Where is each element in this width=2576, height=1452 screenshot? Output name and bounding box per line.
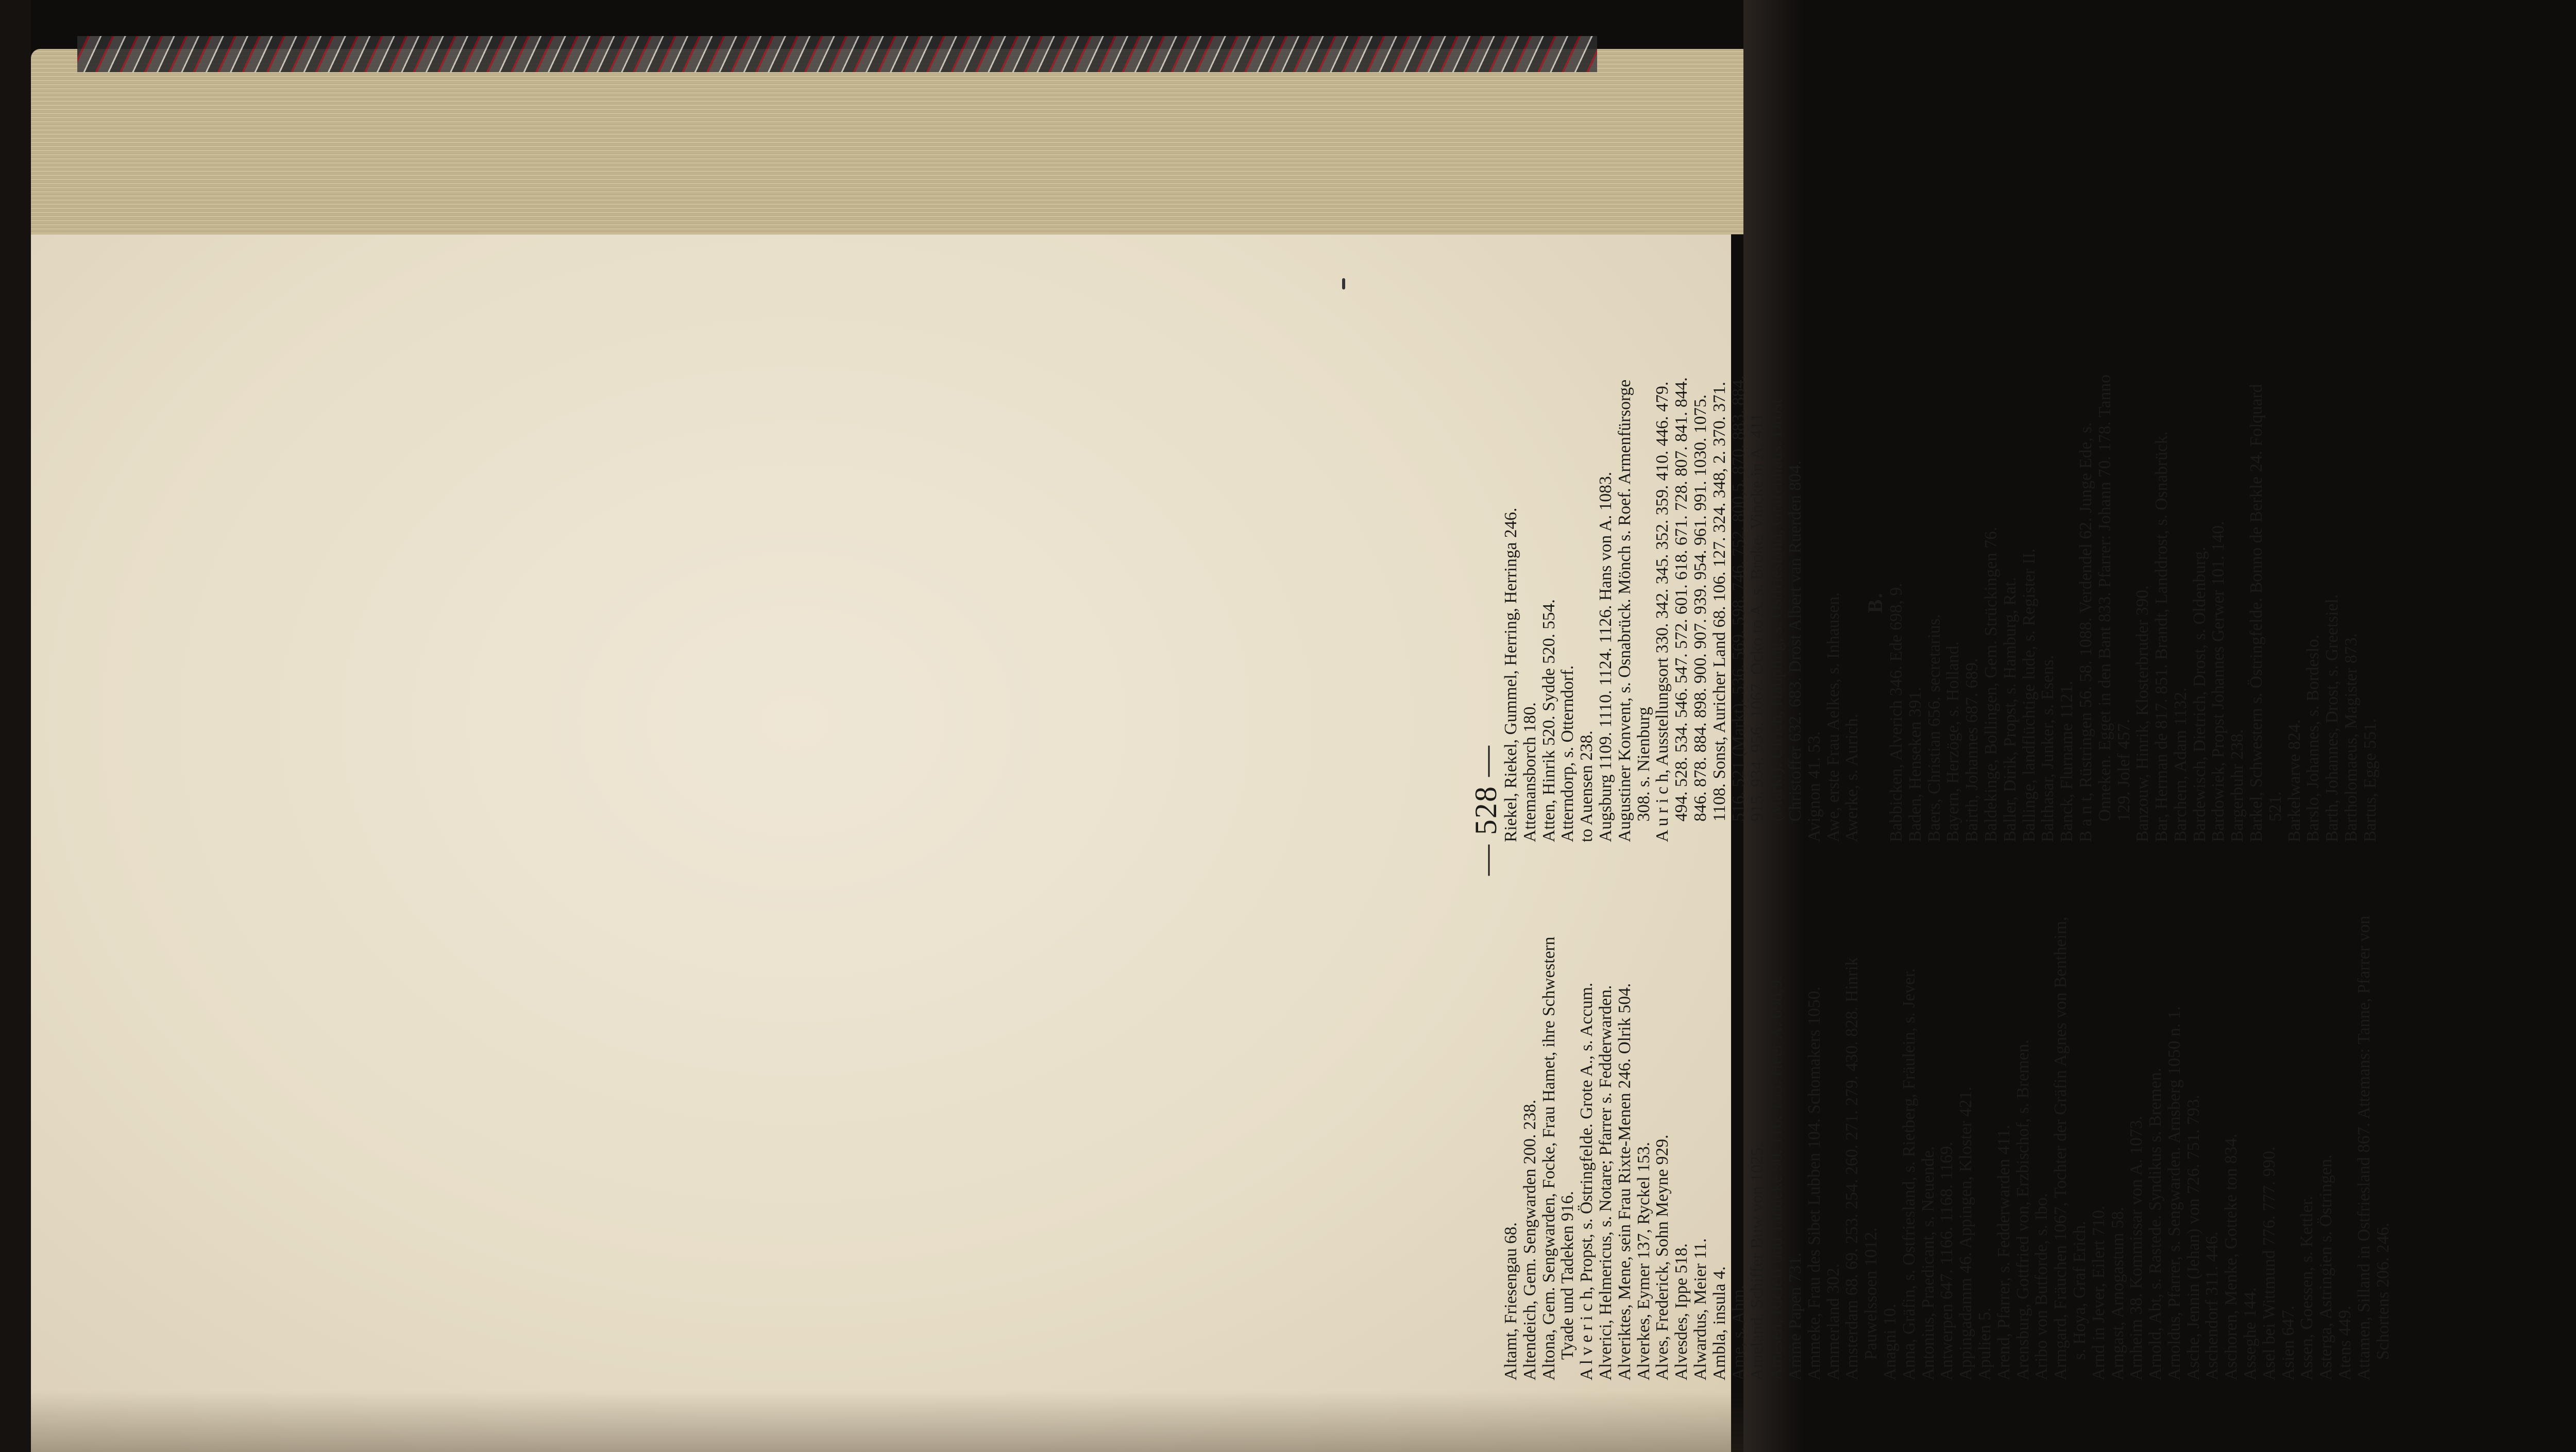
index-entry: Armgard, Fräuchen 1067, Tochter der Gräfin Agnes von Bentheim, s. Hoya, Graf Erich. xyxy=(2051,916,2089,1380)
index-entry: Altona, Gem. Sengwarden, Focke, Frau Hamet, ihre Schwestern Tyade und Tadeken 916. xyxy=(1539,936,1578,1380)
index-entry: Atens 449. xyxy=(2335,1305,2355,1380)
index-entry: Arnd in Jever, Eilert 710. xyxy=(2089,1205,2108,1380)
index-entries-a xyxy=(1502,363,1862,842)
index-entry: Bardewisch, Dietrich, Drost, s. Oldenburg. xyxy=(2190,546,2209,842)
index-entry: Aschendorf 311. 446. xyxy=(2202,1231,2222,1380)
rotated-text-block xyxy=(1469,350,2576,1380)
index-entry: Aribo von Butforde, s. Ibo. xyxy=(2032,1193,2052,1380)
index-entry: Riekel, Riekel, Gummel, Herring, Herringa 246. xyxy=(1501,507,1520,842)
index-entry: to Auensen 238. xyxy=(1577,730,1597,842)
index-entries-b xyxy=(1887,363,2380,842)
index-entry: Bayern, Herzöge, s. Holland. xyxy=(1943,641,1963,842)
index-entry: Arnoldus, Pfarrer, s. Sengwarden. Arnsberg 1050 n. 1. xyxy=(2164,1006,2184,1380)
index-entry: Awe, erste Frau Aelkes, s. Inhausen. xyxy=(1823,592,1843,842)
index-entry: Barkel, Schwestern s. Östringfelde. Bonno de Berkle 24. Folquard 521. xyxy=(2247,384,2285,842)
index-entry: Apulien 5. xyxy=(1975,1307,1994,1380)
index-entry: Anna, Gräfin, s. Ostfriesland, s. Rietberg, Fräulein, s. Jever. xyxy=(1899,968,1919,1380)
index-entry: Alveriktes, Mene, sein Frau Rixte-Menen 246. Olrik 504. xyxy=(1615,983,1634,1380)
index-entry: Asel bei Wittmund 776. 777. 990. xyxy=(2259,1147,2279,1380)
index-entry: Barkelwarve 824. xyxy=(2284,719,2304,842)
index-entry: Aschoren, Menke, Gotteke ton 834. xyxy=(2222,1133,2241,1380)
index-entry: Awerke, s. Aurich. xyxy=(1842,713,1862,842)
index-entry: Alverkes, Eymer 137, Ryckel 153. xyxy=(1634,1142,1653,1380)
index-entry: Ammeke, Frau des Sibet Lubben 104. Schomakers 1050. xyxy=(1804,986,1824,1380)
index-entry: Alves, Frederick, Sohn Meyne 929. xyxy=(1653,1134,1672,1380)
index-column-right xyxy=(1502,363,2380,842)
index-entry: Baers, Christian 656. secretarius. xyxy=(1924,614,1944,842)
index-entry: B a n t, Rüstringen 56. 58. 1088. Verdendel 62. Junge Ede, s. Onneken. Egget in den Bant 833. Pfarrer: Johann 70. 178. Tanno 129. Jolef 457. xyxy=(2076,374,2133,842)
index-entry: Alvesdes, Ippe 518. xyxy=(1672,1243,1691,1380)
index-entry: Amsterdam 68. 69. 253. 254. 260. 271. 279. 430. 828. Hinrik Pauwelssoen 1012. xyxy=(1842,957,1881,1380)
marbled-edge xyxy=(77,36,1597,72)
index-entry: Bargerbuhr 238. xyxy=(2228,729,2247,842)
index-entry: Antonius, Praedicant, s. Neuende. xyxy=(1918,1146,1938,1380)
ink-mark xyxy=(1342,278,1345,289)
section-letter: B. xyxy=(1863,592,1887,613)
index-entry: Asseghe 144. xyxy=(2241,1287,2260,1380)
index-entry: Barslo, Johannes, s. Bordeslo. xyxy=(2303,635,2323,842)
index-entry: Ammerland 302. xyxy=(1823,1263,1843,1380)
page-edges xyxy=(31,49,1752,234)
index-entry: Arnold, Abt, s. Rastede. Syndikus s. Bremen. xyxy=(2146,1068,2165,1380)
index-entry: Augsburg 1109. 1110. 1124. 1126. Hans von A. 1083. xyxy=(1596,471,1615,842)
index-entry: Avignon 41. 53. xyxy=(1804,731,1824,842)
index-entry: Ballinge, landflüchtige lude, s. Register II. xyxy=(2019,548,2039,842)
index-entry: Altamt, Friesengau 68. xyxy=(1501,1222,1520,1380)
index-entry: Amme Papen 731. xyxy=(1785,1252,1805,1380)
index-entry: Asien 647. xyxy=(2278,1305,2298,1380)
index-entry: Arensburg, Gottfried von, Erzbischof, s. Bremen. xyxy=(2013,1039,2032,1380)
index-entry: Appingadamm 46. Appingen, Kloster 421. xyxy=(1956,1086,1976,1380)
index-entry: Asterga, Astringien s. Östringen. xyxy=(2316,1154,2336,1380)
index-entry: Bartholomaeus, Magister 873. xyxy=(2342,633,2361,842)
index-entry: Banck, Flurname 1121. xyxy=(2057,680,2077,842)
index-entry: Arnheim 38. Kommissar von A. 1073. xyxy=(2127,1116,2146,1380)
index-entry: Baden, Henseken 391. xyxy=(1905,687,1925,842)
index-entry: Amesen, Ricleff und Taddeke 90. 116. 153. Heer A. 698,9. xyxy=(1767,976,1786,1380)
index-entry: Assen, Goessen, s. Kettler. xyxy=(2297,1195,2317,1380)
index-entry: Ame, s. Ahm. xyxy=(1728,1285,1748,1380)
index-entry: Arngast, Arnogastum 58. xyxy=(2108,1207,2127,1380)
index-entry: Antwerpen 647. 1166. 1168. 1169. xyxy=(1937,1141,1957,1380)
index-entry: Ameland, Schiffer Buw von 1025. xyxy=(1748,1143,1767,1380)
index-entry: Asche, Jennin (Jehan) von 726. 751. 793. xyxy=(2183,1095,2203,1380)
index-entry: Augustiner Konvent, s. Osnabrück. Mönch s. Roef. Armenfürsorge 308. s. Nienburg xyxy=(1615,379,1653,842)
index-entry: Attamen, Silland in Ostfriesland 867. Attemans: Tanne, Pfarrer von Schortens 206. 246. xyxy=(2354,915,2393,1380)
index-entry: Altendeich, Gem. Sengwarden 200. 238. xyxy=(1520,1099,1539,1380)
index-entry: Baller, Dirik, Propst, s. Hamburg, Rat. xyxy=(2000,577,2020,842)
index-entry: Bardowiek, Propst Johannes Gerwer 101. 140. xyxy=(2209,521,2228,842)
index-entry: Bartus, Egge 551. xyxy=(2360,718,2380,842)
index-entry: Balthasar, Junker, s. Esens. xyxy=(2038,655,2058,842)
index-entry: Arend, Pfarrer, s. Fedderwarden 411. xyxy=(1994,1124,2013,1380)
index-entry: Bairth, Johannes 687. 689. xyxy=(1962,658,1982,842)
index-entry: A l v e r i c h, Propst, s. Östringfelde. Grote A., s. Accum. xyxy=(1577,982,1597,1380)
index-entry: Ambla, insula 4. xyxy=(1709,1266,1729,1380)
index-entry: Attemansborch 180. xyxy=(1520,702,1539,842)
index-entry: Alwardus, Meier 11. xyxy=(1690,1238,1710,1380)
index-entry: Alverici, Helmericus, s. Notare; Pfarrer s. Fedderwarden. xyxy=(1596,985,1615,1380)
index-entry: Anagni 10. xyxy=(1880,1304,1900,1380)
index-entry: Barth, Johannes, Drost, s. Greetsiel. xyxy=(2323,594,2342,842)
index-entry: Bar, Herman de 817. 851. Brandt, Landdrost, s. Osnabrück. xyxy=(2152,431,2172,842)
index-entry: Babbicken, Alverich 346. Ede 698, 9. xyxy=(1886,583,1906,842)
page-number: — 528 — xyxy=(1469,745,1503,876)
index-entry: A u r i c h, Ausstellungsort 330. 342. 345. 352. 359. 410. 446. 479. 494. 528. 534. 546. 547. 572. 601. 618. 671. 728. 807. 841. 844. 846. 878. 884. 898. 900. 907. 939. 954. 961. 991. 1030. 1075. 1108. Sonst, Auricher Land 68. 106. 127. 324. 348, 2. 370. 371. 516. 521 (Markt). 536. 569. 598. 746. 752. 800,5. 870. 883. 884. 915. 934. 956. 1067. Ocko to A. s. Broke. Vincke in A. 411 (Markt). Ulrich, Häupling, s. Ostfriesland, Grafenhaus. Drost Christoffer 632. 683. Drost Albert van Ruerden 804. xyxy=(1653,375,1805,842)
book-cover-left xyxy=(0,0,31,1452)
index-entry: Banzouw, Hinrik, Klosterbruder 390. xyxy=(2133,585,2153,842)
page-gutter xyxy=(31,1391,1747,1452)
index-entry: Baldekinge, Bollingen, Gem. Strückingen 76. xyxy=(1981,526,2001,842)
index-entry: Atten, Hinrik 520. Sydde 520. 554. xyxy=(1539,599,1558,842)
index-column-left xyxy=(1502,901,2393,1380)
index-entry: Barchem, Adam 1132. xyxy=(2171,687,2190,842)
index-entry: Atterndorp, s. Otterndorf. xyxy=(1558,665,1578,842)
